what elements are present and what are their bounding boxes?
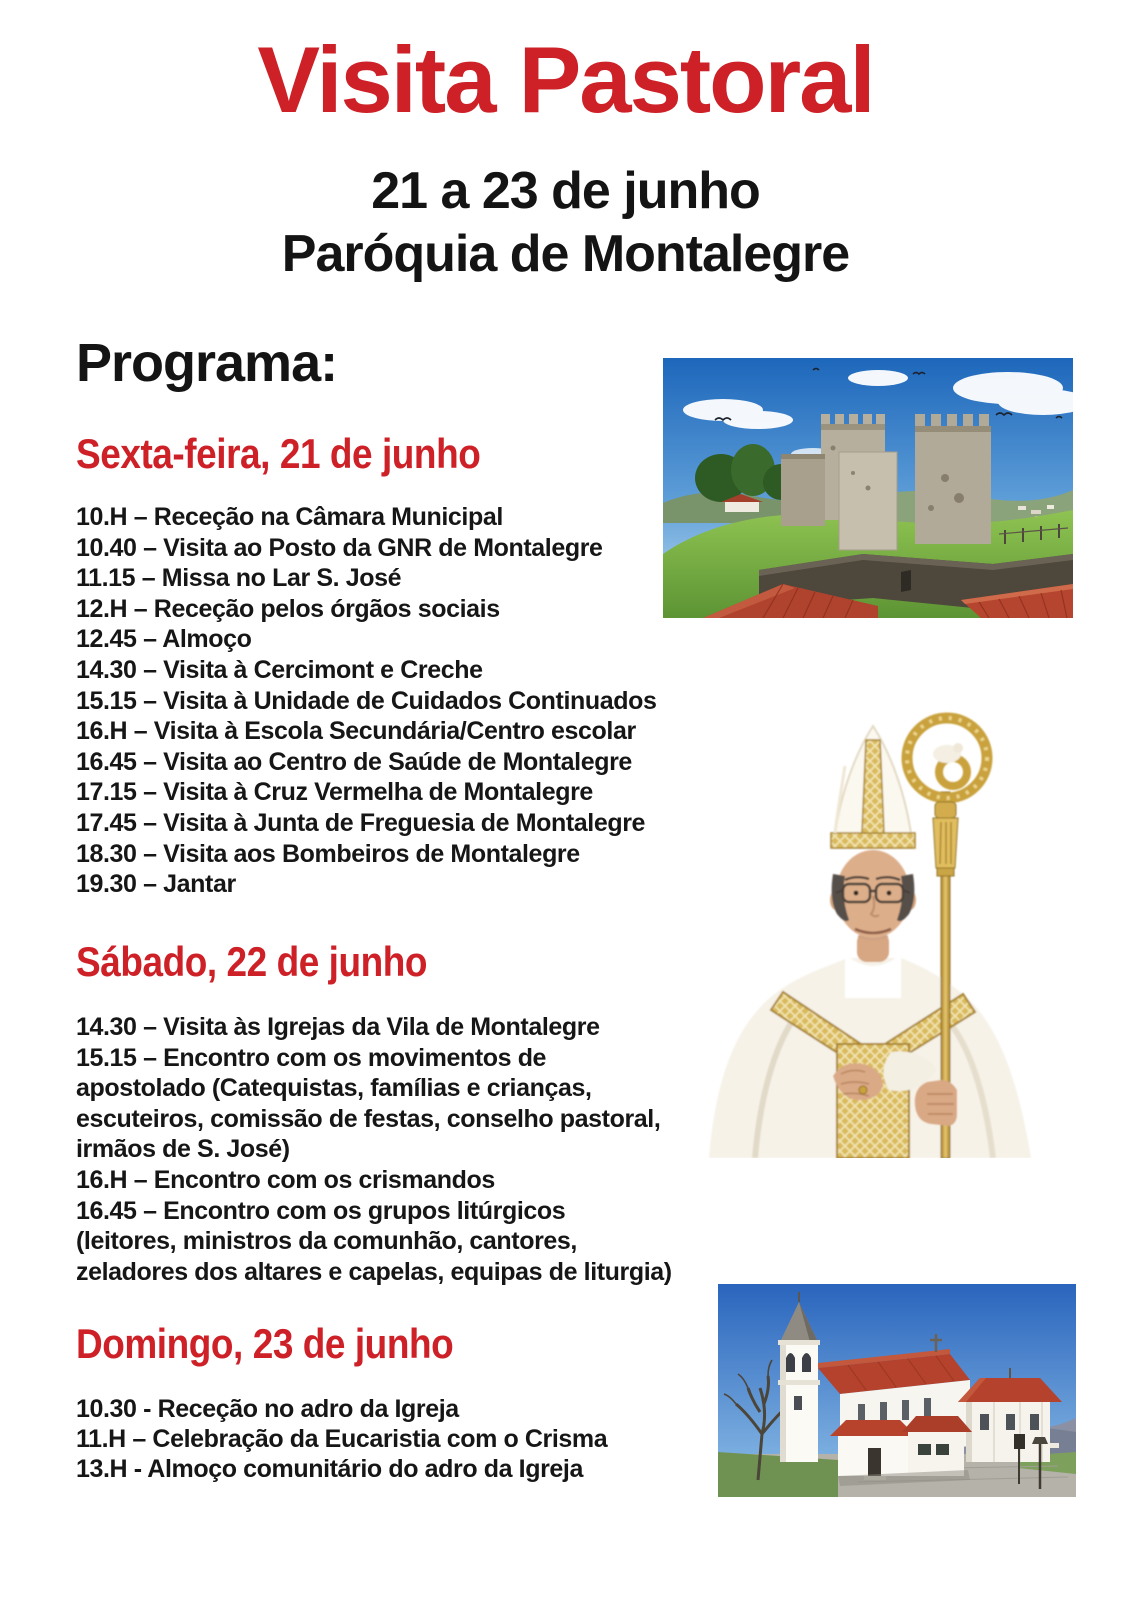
schedule-sunday [76, 1394, 607, 1484]
poster-title: Visita Pastoral [257, 27, 874, 132]
schedule-line: 12.45 – Almoço [76, 625, 252, 654]
church-photo [718, 1284, 1076, 1497]
day-heading-sunday: Domingo, 23 de junho [76, 1320, 454, 1367]
schedule-line: 16.H – Visita à Escola Secundária/Centro escolar [76, 717, 636, 746]
schedule-line: 17.45 – Visita à Junta de Freguesia de Montalegre [76, 808, 646, 837]
schedule-line: 15.15 – Visita à Unidade de Cuidados Continuados [76, 686, 657, 715]
schedule-line: 11.15 – Missa no Lar S. José [76, 564, 402, 593]
schedule-line: zeladores dos altares e capelas, equipas de liturgia) [76, 1257, 672, 1286]
date-range: 21 a 23 de junho [371, 162, 760, 220]
schedule-line: irmãos de S. José) [76, 1135, 290, 1164]
castle-photo [663, 358, 1073, 618]
schedule-line: 17.15 – Visita à Cruz Vermelha de Montalegre [76, 778, 593, 807]
schedule-line: 13.H - Almoço comunitário do adro da Igreja [76, 1455, 583, 1483]
day-heading-saturday: Sábado, 22 de junho [76, 938, 428, 985]
bishop-photo [695, 696, 1053, 1158]
schedule-line: 10.30 - Receção no adro da Igreja [76, 1395, 459, 1423]
schedule-line: 15.15 – Encontro com os movimentos de [76, 1043, 547, 1072]
schedule-friday [76, 502, 656, 900]
schedule-line: 11.H – Celebração da Eucaristia com o Crisma [76, 1425, 608, 1453]
schedule-line: 16.45 – Visita ao Centro de Saúde de Montalegre [76, 747, 632, 776]
schedule-line: 18.30 – Visita aos Bombeiros de Montalegre [76, 839, 580, 868]
program-heading: Programa: [76, 333, 338, 393]
day-heading-friday: Sexta-feira, 21 de junho [76, 430, 481, 477]
schedule-line: apostolado (Catequistas, famílias e crianças, [76, 1074, 592, 1103]
schedule-line: 16.45 – Encontro com os grupos litúrgicos [76, 1196, 566, 1225]
schedule-saturday [76, 1012, 672, 1287]
schedule-line: 14.30 – Visita à Cercimont e Creche [76, 655, 483, 684]
parish-name: Paróquia de Montalegre [281, 225, 850, 283]
schedule-line: 10.40 – Visita ao Posto da GNR de Montalegre [76, 533, 603, 562]
castle-illustration [663, 358, 1073, 618]
schedule-line: (leitores, ministros da comunhão, cantores, [76, 1227, 577, 1256]
schedule-line: 16.H – Encontro com os crismandos [76, 1165, 495, 1194]
schedule-line: escuteiros, comissão de festas, conselho pastoral, [76, 1104, 661, 1133]
schedule-line: 14.30 – Visita às Igrejas da Vila de Montalegre [76, 1013, 600, 1041]
poster-subtitle [0, 160, 1131, 286]
bishop-illustration [695, 696, 1053, 1158]
schedule-line: 19.30 – Jantar [76, 870, 236, 899]
schedule-line: 12.H – Receção pelos órgãos sociais [76, 594, 500, 623]
schedule-line: 10.H – Receção na Câmara Municipal [76, 503, 503, 531]
church-illustration [718, 1284, 1076, 1497]
